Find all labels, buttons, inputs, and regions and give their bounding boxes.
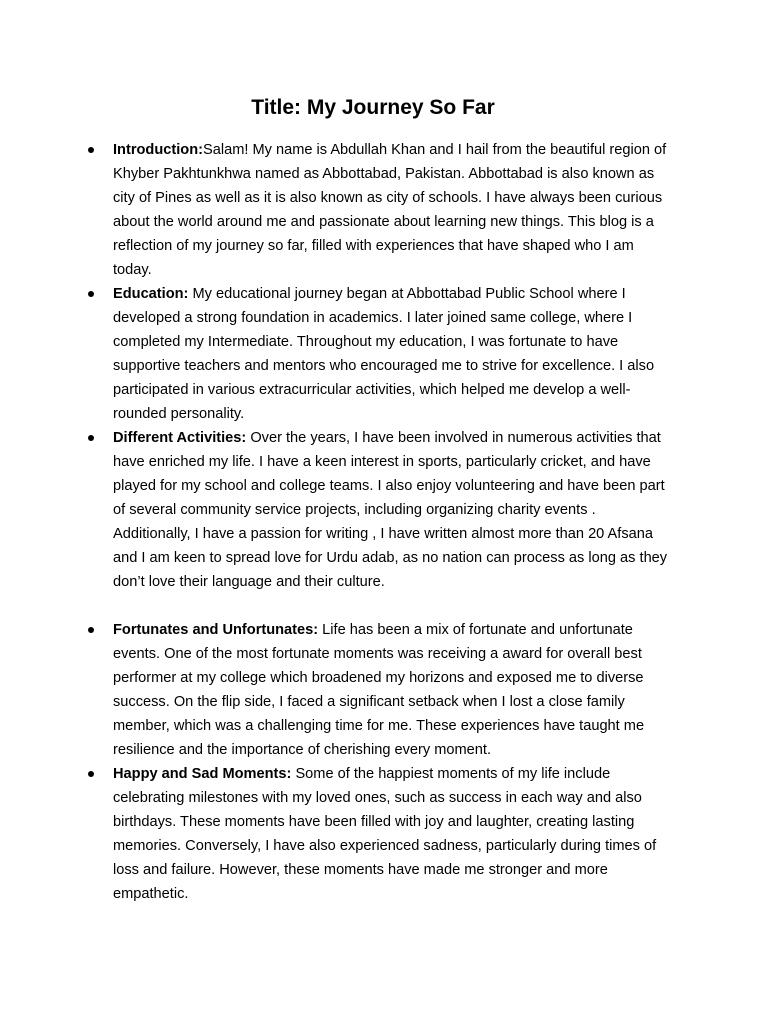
bullet-icon xyxy=(88,627,94,633)
section-heading: Education: xyxy=(113,286,189,302)
page-title: Title: My Journey So Far xyxy=(251,96,495,119)
list-item-education xyxy=(0,282,676,426)
section-body: Some of the happiest moments of my life include celebrating milestones with my loved ones, such as success in each way and also birthdays. These moments have been filled with joy and laughter, creating lasting memories. Conversely, I have also experienced sadness, particularly during times of loss and failure. However, these moments have made me stronger and more empathetic. xyxy=(113,766,657,902)
section-heading: Introduction: xyxy=(113,142,203,158)
bullet-icon xyxy=(88,147,94,153)
section-heading: Happy and Sad Moments: xyxy=(113,766,292,782)
list-item-different-activities xyxy=(0,426,676,594)
section-list xyxy=(0,138,768,906)
list-item-introduction xyxy=(0,138,676,282)
section-body: My educational journey began at Abbottabad Public School where I developed a strong foundation in academics. I later joined same college, where I completed my Intermediate. Throughout my education, I was fortunate to have supportive teachers and mentors who encouraged me to strive for excellence. I also participated in various extracurricular activities, which helped me develop a well-rounded personality. xyxy=(113,286,655,422)
section-body: Salam! My name is Abdullah Khan and I hail from the beautiful region of Khyber Pakhtunkhwa named as Abbottabad, Pakistan. Abbottabad is also known as city of Pines as well as it is also known as city of schools. I have always been curious about the world around me and passionate about learning new things. This blog is a reflection of my journey so far, filled with experiences that have shaped who I am today. xyxy=(113,142,667,278)
bullet-icon xyxy=(88,435,94,441)
bullet-icon xyxy=(88,291,94,297)
section-heading: Different Activities: xyxy=(113,430,247,446)
bullet-icon xyxy=(88,771,94,777)
list-item-happy-sad xyxy=(0,762,676,906)
section-heading: Fortunates and Unfortunates: xyxy=(113,622,319,638)
section-body: Over the years, I have been involved in numerous activities that have enriched my life. I have a keen interest in sports, particularly cricket, and have played for my school and college teams. I also enjoy volunteering and have been part of several community service projects, including organizing charity events . Additionally, I have a passion for writing , I have written almost more than 20 Afsana and I am keen to spread love for Urdu adab, as no nation can process as long as they don’t love their language and their culture. xyxy=(113,430,668,590)
list-item-fortunates xyxy=(0,618,676,762)
section-body: Life has been a mix of fortunate and unfortunate events. One of the most fortunate moments was receiving a award for overall best performer at my college which broadened my horizons and exposed me to diverse success. On the flip side, I faced a significant setback when I lost a close family member, which was a challenging time for me. These experiences have taught me resilience and the importance of cherishing every moment. xyxy=(113,622,645,758)
